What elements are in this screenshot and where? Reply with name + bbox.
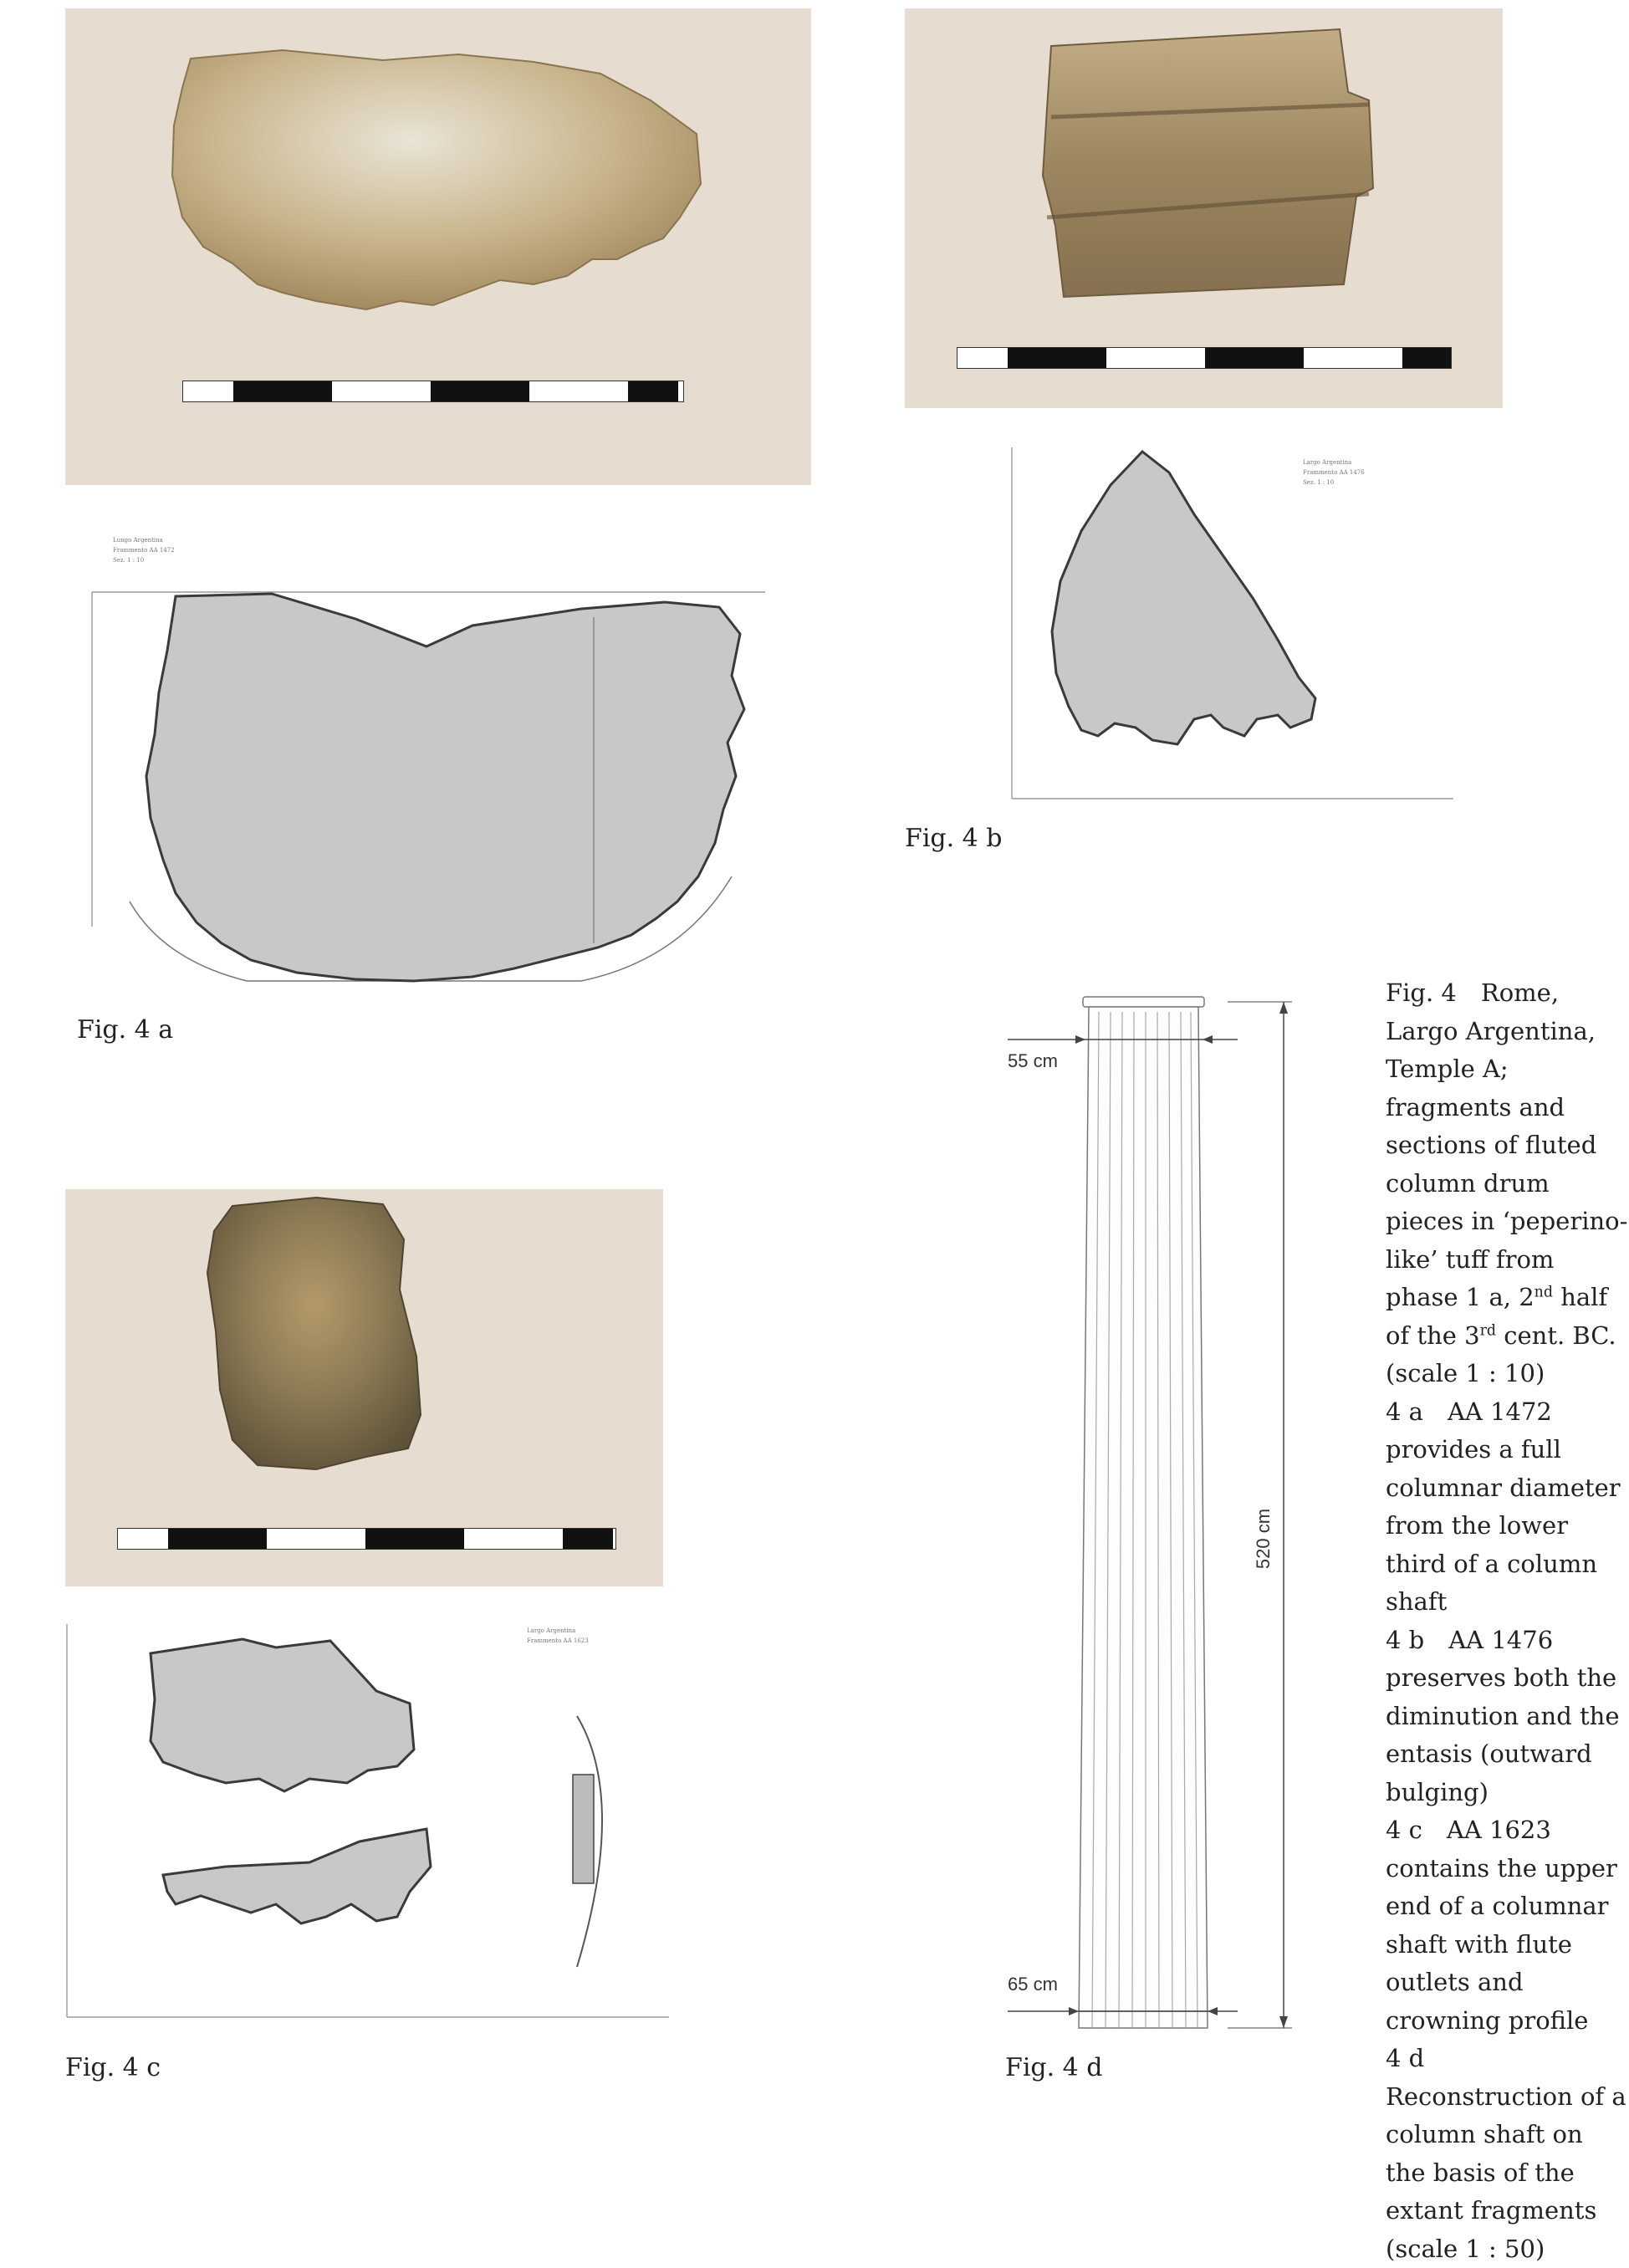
caption-item-text: AA 1623 contains the upper end of a columnar shaft with flute outlets and crowning profile	[1386, 1816, 1617, 2035]
caption-item-4d	[1386, 2040, 1629, 2268]
caption-item-text: AA 1472 provides a full columnar diameter from the lower third of a column shaft	[1386, 1397, 1621, 1616]
svg-text:Largo Argentina: Largo Argentina	[527, 1627, 576, 1634]
caption-item-text: Reconstruction of a column shaft on the basis of the extant fragments (scale 1 : 50)	[1386, 2082, 1626, 2263]
fig-4c-label: Fig. 4 c	[65, 2053, 161, 2082]
fig-4b-photo	[905, 8, 1503, 408]
section-4b-svg	[1002, 439, 1462, 807]
dim-height: 520 cm	[1253, 1508, 1274, 1570]
fragment-4c-photo-image	[65, 1189, 663, 1586]
caption-title-prefix: Fig. 4	[1386, 978, 1457, 1007]
caption-item-key: 4 b	[1386, 1625, 1425, 1654]
svg-text:Sez. 1 : 10: Sez. 1 : 10	[1303, 479, 1335, 486]
caption-item-4c	[1386, 1811, 1629, 2040]
column-4d-svg	[995, 987, 1305, 2041]
fig-4d-label: Fig. 4 d	[1005, 2053, 1103, 2082]
fig-4b-section-drawing	[1002, 439, 1462, 807]
dim-bottom-diameter: 65 cm	[1008, 1974, 1058, 1995]
caption-sup-nd: nd	[1534, 1284, 1553, 1301]
fig-4a-section-drawing	[79, 525, 782, 1002]
caption-sup-rd: rd	[1479, 1321, 1497, 1339]
scale-bar-4c	[117, 1528, 616, 1550]
fig-4a-photo	[65, 8, 811, 485]
caption-item-4b	[1386, 1622, 1629, 1812]
caption-item-key: 4 a	[1386, 1397, 1423, 1426]
svg-text:Frammento AA 1623: Frammento AA 1623	[527, 1637, 589, 1644]
caption-title	[1386, 974, 1629, 1393]
caption-item-text: AA 1476 preserves both the diminution and the entasis (outward bulging)	[1386, 1625, 1620, 1806]
caption-title-end: cent. BC. (scale 1 : 10)	[1386, 1320, 1616, 1387]
caption-item-4a	[1386, 1393, 1629, 1622]
caption-title-mid: half of the 3	[1386, 1283, 1608, 1350]
fig-4c-section-drawing	[59, 1616, 673, 2034]
fragment-4a-photo-image	[65, 8, 811, 485]
fig-4d-column-reconstruction	[995, 987, 1305, 2041]
section-4a-svg	[79, 525, 782, 1002]
figure-caption	[1386, 974, 1629, 2268]
caption-title-text: Rome, Largo Argentina, Temple A; fragments and sections of fluted column drum pieces in ‘peperino-like’ tuff from phase 1 a, 2	[1386, 978, 1628, 1311]
fig-4a-label: Fig. 4 a	[77, 1015, 174, 1045]
fig-4c-photo	[65, 1189, 663, 1586]
scale-bar-4b	[957, 347, 1452, 369]
fig-4b-label: Fig. 4 b	[905, 824, 1003, 853]
svg-text:Lungo Argentina: Lungo Argentina	[113, 537, 163, 544]
dim-top-diameter: 55 cm	[1008, 1050, 1058, 1071]
caption-item-key: 4 c	[1386, 1816, 1422, 1844]
svg-text:Largo Argentina: Largo Argentina	[1303, 459, 1352, 466]
section-4c-svg	[59, 1616, 673, 2034]
scale-bar-4a	[182, 381, 684, 402]
svg-text:Sez. 1 : 10: Sez. 1 : 10	[113, 557, 145, 564]
svg-text:Frammento AA 1476: Frammento AA 1476	[1303, 469, 1365, 476]
caption-item-key: 4 d	[1386, 2044, 1425, 2072]
svg-text:Frammento AA 1472: Frammento AA 1472	[113, 547, 175, 554]
